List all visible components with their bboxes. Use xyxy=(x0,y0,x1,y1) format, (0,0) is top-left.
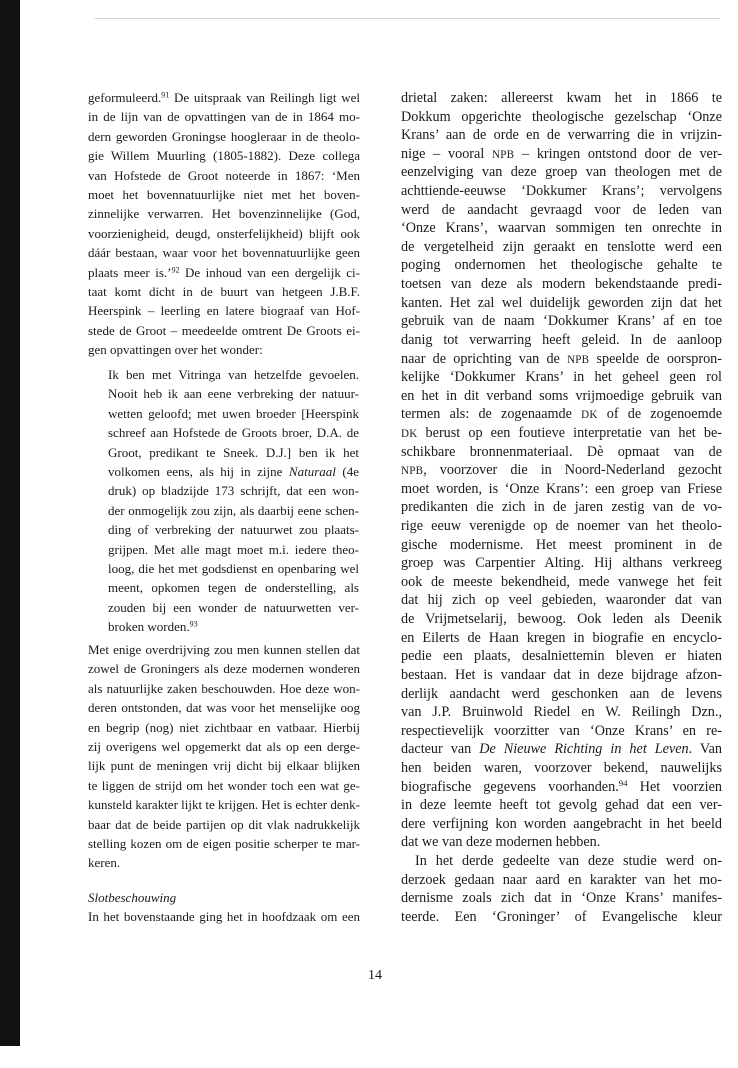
text-line: in de lijn van de opvattingen van de in 1864 mo- xyxy=(88,109,360,125)
text-line: ook de meeste bekendheid, mede vanwege het feit xyxy=(401,573,722,590)
text-line: gische modernisme. Het meest prominent in de xyxy=(401,536,722,553)
text-line: de vergetelheid zijn geraakt en tenslotte werd een xyxy=(401,238,722,255)
text-line: dat hij zich op veel gebieden, waaronder dat van xyxy=(401,592,722,609)
text-line xyxy=(401,461,722,480)
text-segment: biografische gegevens voorhanden. xyxy=(401,778,619,795)
text-segment: broken worden. xyxy=(108,619,190,635)
text-line: kelijke ‘Dokkumer Krans’ in het geheel geen rol xyxy=(401,369,722,386)
text-line: zinnelijke verwarren. Het bovenzinnelijke (God, xyxy=(88,206,360,222)
text-line: als natuurlijke zaken beschouwden. Hoe deze won- xyxy=(88,680,360,696)
text-line: In het derde gedeelte van deze studie werd on- xyxy=(415,853,722,869)
text-line: zij overigens wel opgemerkt dat als op een derge- xyxy=(88,738,360,754)
text-line: dernisme zoals zich dat in ‘Onze Krans’ manifes- xyxy=(401,890,722,907)
right-paragraph-1 xyxy=(401,89,722,852)
small-caps-text: NPB xyxy=(492,148,515,161)
text-line: Heerspink – leerling en latere biograaf van Hof- xyxy=(88,303,360,319)
text-segment: naar de oprichting van de xyxy=(401,350,568,367)
text-line xyxy=(401,145,722,164)
text-line: eenzelviging van deze groep van theologen met de xyxy=(401,164,722,181)
text-line: wetten geloofd; met uwen broeder [Heerspink xyxy=(108,405,359,421)
text-segment: dacteur van xyxy=(401,741,480,758)
text-line: voorzienigheid, deugd, onsterfelijkheid) blijft ook xyxy=(88,225,360,241)
text-segment: of de zogenoemde xyxy=(597,406,722,423)
text-line: In het bovenstaande ging het in hoofdzaak om een xyxy=(88,909,360,924)
small-caps-text: DK xyxy=(581,409,598,422)
text-line: groep was Carpentier Alting. Hij althans verkreeg xyxy=(401,555,722,572)
text-line: druk) op bladzijde 173 schrijft, dat een won- xyxy=(108,483,359,499)
text-line: van J.P. Bruinwold Riedel en W. Reilingh Dzn., xyxy=(401,704,722,721)
text-line: en Eilerts de Haan kregen in biografie en encyclo- xyxy=(401,629,722,646)
text-line: kanten. Het zal wel duidelijk geworden zijn dat het xyxy=(401,294,722,311)
text-line: van Hofstede de Groot noteerde in 1867: ‘Men xyxy=(88,167,360,183)
text-line: respectievelijk voorzitter van ‘Onze Krans’ en re- xyxy=(401,722,722,739)
text-line: deren ontstonden, dat was voor het menselijke oog xyxy=(88,700,360,716)
text-line xyxy=(401,740,722,759)
text-line: dere verfijning kon worden aangebracht in het beeld xyxy=(401,815,722,832)
text-segment: De uitspraak van Reilingh ligt wel xyxy=(169,90,360,105)
text-line: de Vrijmetselarij, bewoog. Ook leden als Deenik xyxy=(401,611,722,628)
text-line: zowel de Groningers als deze modernen wonderen xyxy=(88,661,360,677)
text-line: der onmogelijk zou zijn, als daarbij eene schen- xyxy=(108,502,359,518)
page-number: 14 xyxy=(368,968,382,983)
text-segment: plaats meer is.’ xyxy=(88,264,172,280)
text-line: te liggen de strijd om het wonder toch een wat ge- xyxy=(88,777,360,793)
text-line: Nooit heb ik aan eene verbreking der natuur- xyxy=(108,386,359,402)
text-line: Krans’ aan de orde en de verwarring die in vrijzin- xyxy=(401,127,722,144)
text-segment: geformuleerd. xyxy=(88,90,162,105)
scan-binding-edge xyxy=(0,0,20,1046)
text-segment: berust op een foutieve interpretatie van het be- xyxy=(417,424,722,441)
text-line xyxy=(88,88,360,107)
text-line: pedie een plaats, desalniettemin bleven er hiaten xyxy=(401,648,722,665)
footnote-ref[interactable]: 94 xyxy=(618,777,628,788)
text-segment: (4e xyxy=(335,463,359,479)
text-line: stede de Groot – meedeelde omtrent De Groots ei- xyxy=(88,322,360,338)
text-line xyxy=(401,405,722,424)
text-line: ding of verbreking der natuurwet zou plaats- xyxy=(108,522,359,538)
text-line xyxy=(108,462,359,481)
text-line: predikanten die zich in de jaren zestig van de vo- xyxy=(401,499,722,516)
text-line: schreef aan Hofstede de Groots broer, D.A. de xyxy=(108,425,359,441)
text-line xyxy=(401,350,722,369)
text-line: kunsteld karakter lijkt te krijgen. Het is echter denk- xyxy=(88,797,360,813)
text-line xyxy=(108,617,359,636)
text-line: toetsen van deze als modern bekendstaande predi- xyxy=(401,276,722,293)
text-line: werd de aandacht gevraagd voor de leden van xyxy=(401,201,722,218)
left-paragraph-2 xyxy=(88,640,360,873)
text-line xyxy=(88,263,360,282)
text-line: taat komt dicht in de buurt van hetgeen J.B.F. xyxy=(88,283,360,299)
italic-text: Naturaal xyxy=(288,463,336,479)
text-line: derlijk aandacht werd geschonken aan de levens xyxy=(401,685,722,702)
text-line: gie Willem Muurling (1805-1882). Deze collega xyxy=(88,148,360,164)
small-caps-text: NPB xyxy=(567,353,590,366)
text-line: teerde. Een ‘Groninger’ of Evangelische kleur xyxy=(401,908,722,925)
text-segment: nige – vooral xyxy=(401,145,493,162)
text-line: moet het bovennatuurlijke niet met het boven- xyxy=(88,186,360,202)
text-line: in deze leemte heeft tot gevolg gehad dat een ver- xyxy=(401,797,722,814)
small-caps-text: DK xyxy=(401,427,418,440)
section-heading: Slotbeschouwing xyxy=(88,890,177,905)
footnote-ref[interactable]: 92 xyxy=(171,265,180,275)
text-line: en begrip (nog) niet zichtbaar en vatbaar. Hierbij xyxy=(88,719,360,735)
small-caps-text: NPB xyxy=(401,465,424,478)
text-segment: volkomen eens, als hij in zijne xyxy=(108,463,289,479)
text-line: gebruik van de naam ‘Dokkumer Krans’ af en toe xyxy=(401,313,722,330)
text-line: danig tot verwarring heeft geleid. In de aanloop xyxy=(401,331,722,348)
left-paragraph-1 xyxy=(88,88,360,359)
text-line: meent, opkomen tegen de onderstelling, als xyxy=(108,580,359,596)
footnote-ref[interactable]: 91 xyxy=(161,90,170,100)
text-segment: termen als: de zogenaamde xyxy=(401,406,582,423)
text-line: dern geworden Groningse hoogleraar in de theolo- xyxy=(88,128,360,144)
text-line: Ik ben met Vitringa van hetzelfde gevoelen. xyxy=(108,367,359,382)
left-paragraph-3 xyxy=(88,907,360,926)
text-line: hen beiden waren, voorzover bekend, nauwelijks xyxy=(401,759,722,776)
text-line: en het in dit verband soms vrijmoedige gebruik van xyxy=(401,387,722,404)
text-line: bestaan. Het is vandaar dat in deze bijdrage afzon- xyxy=(401,666,722,683)
text-segment: speelde de oorspron- xyxy=(589,350,722,367)
footnote-ref[interactable]: 93 xyxy=(189,619,198,629)
text-line: grijpen. Met alle magt moet m.i. iedere theo- xyxy=(108,541,359,557)
text-line: moet worden, is ‘Onze Krans’: een groep van Friese xyxy=(401,480,722,497)
text-segment: Het voorzien xyxy=(627,778,722,795)
text-line: baar dat de beide partijen op dit vlak nadrukkelijk xyxy=(88,816,360,832)
top-rule xyxy=(95,18,720,19)
text-segment: De inhoud van een dergelijk ci- xyxy=(179,264,360,280)
text-line: dat we van deze modernen hebben. xyxy=(401,834,601,851)
text-line: loog, die het met godsdienst en openbaring wel xyxy=(108,560,359,576)
text-line: poging ondernomen het theologische gehalte te xyxy=(401,257,722,274)
text-line: achttiende-eeuwse ‘Dokkumer Krans’; vervolgens xyxy=(401,183,722,200)
text-line: ‘Onze Krans’, waarvan sommigen ten onrechte in xyxy=(401,220,722,237)
text-line: lijk punt de meningen vrij dicht bij elkaar blijken xyxy=(88,758,360,774)
block-quote xyxy=(108,365,359,636)
text-line: dáár bestaan, waar voor het bovennatuurlijke geen xyxy=(88,245,360,261)
right-paragraph-2 xyxy=(401,852,722,926)
text-line xyxy=(401,778,722,797)
text-line: gen opvattingen over het wonder: xyxy=(88,342,263,358)
text-line: derzoek gedaan naar aard en karakter van het mo- xyxy=(401,871,722,888)
text-line: rige eeuw verenigde op de noemer van het theolo- xyxy=(401,518,722,535)
text-line: Groot, predikant te Sneek. D.J.] ben ik het xyxy=(108,444,359,460)
text-line: stelling kozen om de eigen positie scherper te mar- xyxy=(88,835,360,851)
text-line xyxy=(401,424,722,443)
italic-text: De Nieuwe Richting in het Leven xyxy=(479,741,689,758)
text-line: Met enige overdrijving zou men kunnen stellen dat xyxy=(88,642,360,657)
text-line: drietal zaken: allereerst kwam het in 1866 te xyxy=(401,90,722,106)
text-line: keren. xyxy=(88,855,121,871)
text-segment: . Van xyxy=(688,741,722,758)
text-segment: , voorzover die in Noord-Nederland gezocht xyxy=(423,462,722,479)
text-line: Dokkum opgerichte theologische gezelschap ‘Onze xyxy=(401,108,722,125)
text-segment: – kringen ontstond door de ver- xyxy=(514,145,722,162)
text-line: schikbare bronnenmateriaal. Dè opmaat van de xyxy=(401,443,722,460)
text-line: zouden bij een wonder de natuurwetten ver- xyxy=(108,599,359,615)
